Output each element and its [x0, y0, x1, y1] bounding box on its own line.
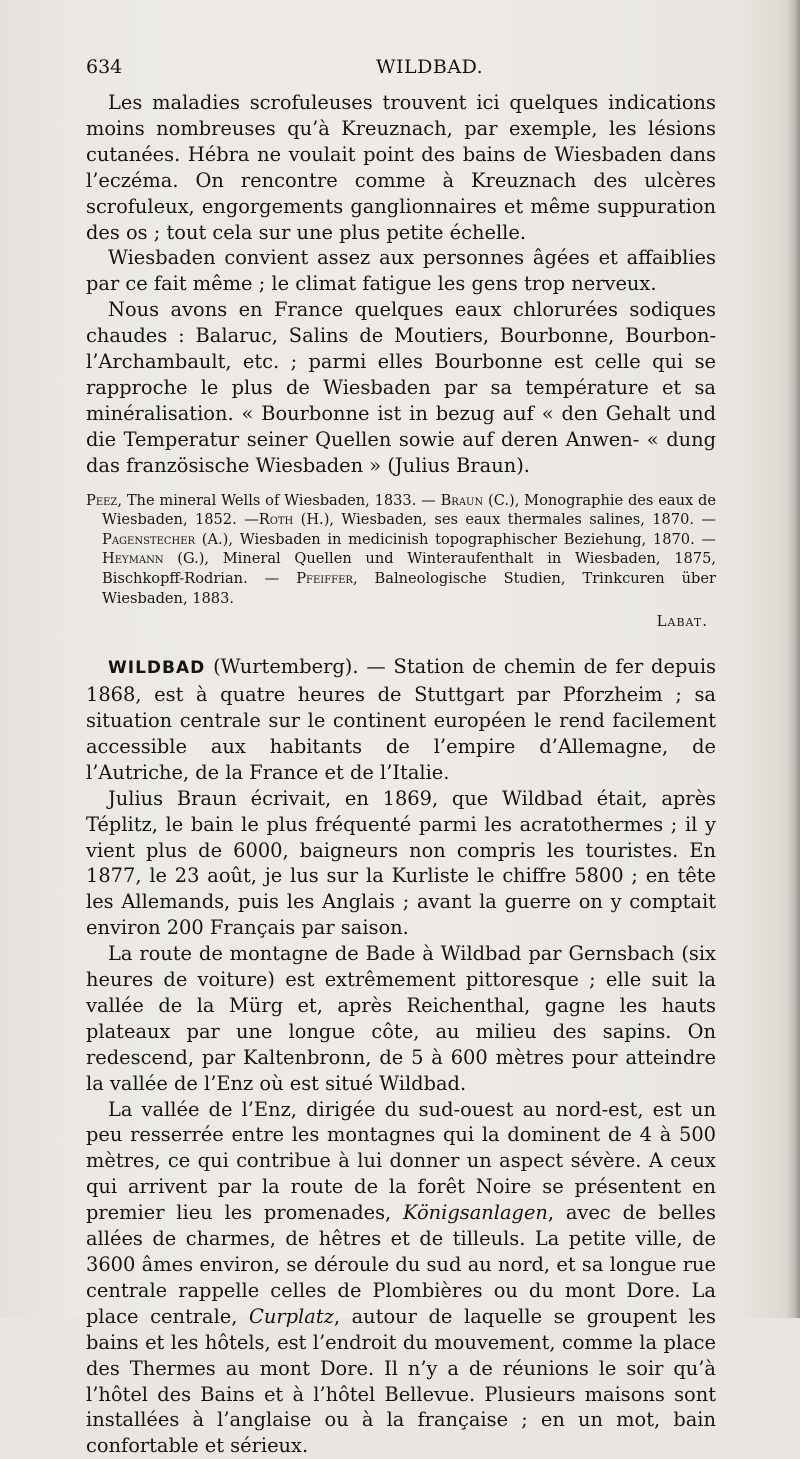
- paragraph: Julius Braun écrivait, en 1869, que Wildbad était, après Téplitz, le bain le plus fréquenté parmi les acratothermes ; il y vient plus de 6000, baigneurs non compris les touristes. En 1877, le 23 août, je lus sur la Kurliste le chiffre 5800 ; en tête les Allemands, puis les Anglais ; avant la guerre on y comptait environ 200 Français par saison.: [86, 786, 716, 940]
- author-name: Peez: [86, 491, 118, 509]
- author-name: Pfeiffer: [296, 569, 353, 587]
- bibliography-text: , Balneologische Studien, Trinkcuren über Wiesbaden, 1883.: [102, 569, 716, 607]
- paragraph-text: , avec de belles allées de charmes, de hêtres et de tilleuls. La petite ville, de 3600 âmes environ, se déroule du sud au nord, et sa longue rue centrale rappelle celles de Plombières ou du mont Dore. La place centrale,: [86, 1201, 716, 1328]
- bibliography-text: (G.), Mineral Quellen und Winteraufenthalt in Wiesbaden, 1875, Bischkopff-Rodrian. —: [102, 550, 716, 587]
- paragraph: Les maladies scrofuleuses trouvent ici quelques indications moins nombreuses qu’à Kreuznach, par exemple, les lésions cutanées. Hébra ne voulait point des bains de Wiesbaden dans l’eczéma. On rencontre comme à Kreuznach des ulcères scrofuleux, engorgements ganglionnaires et même suppuration des os ; tout cela sur une plus petite échelle.: [86, 91, 716, 244]
- page-number: 634: [86, 56, 123, 78]
- bibliography-text: , The mineral Wells of Wiesbaden, 1833. —: [117, 491, 441, 509]
- paragraph: La route de montagne de Bade à Wildbad par Gernsbach (six heures de voiture) est extrêmement pittoresque ; elle suit la vallée de la Mürg et, après Reichenthal, gagne les hauts plateaux par une longue côte, au milieu des sapins. On redescend, par Kaltenbronn, de 5 à 600 mètres pour atteindre la vallée de l’Enz où est situé Wildbad.: [86, 942, 716, 1095]
- author-name: Braun: [440, 491, 484, 509]
- page-header: [86, 56, 716, 82]
- bibliography-text: (C.), Monographie des eaux de Wiesbaden, 1852. —: [102, 491, 716, 529]
- italic-term: Curplatz: [249, 1304, 334, 1328]
- entry-headword: WILDBAD: [108, 658, 206, 679]
- bibliography: [86, 491, 716, 609]
- author-name: Roth: [258, 511, 294, 529]
- paragraph-text: , autour de laquelle se groupent les bains et les hôtels, est l’endroit du mouvement, comme la place des Thermes au mont Dore. Il n’y a de réunions le soir qu’à l’hôtel des Bains et à l’hôtel Bellevue. Plusieurs maisons sont installées à l’anglaise ou à la française ; en un mot, bain confortable et sérieux.: [86, 1304, 716, 1458]
- author-name: Pagenstecher: [102, 530, 196, 548]
- paragraph: [86, 1097, 716, 1459]
- entry-intro: [86, 654, 716, 786]
- article-signature: Labat.: [656, 612, 708, 631]
- bibliography-text: (H.), Wiesbaden, ses eaux thermales salines, 1870. —: [293, 511, 717, 529]
- italic-term: Königsanlagen: [403, 1201, 548, 1225]
- paragraph-text: La vallée de l’Enz, dirigée du sud-ouest au nord-est, est un peu resserrée entre les montagnes qui la dominent de 4 à 500 mètres, ce qui contribue à lui donner un aspect sévère. A ceux qui arrivent par la route de la forêt Noire se présentent en premier lieu les promenades,: [86, 1097, 716, 1225]
- paragraph: Nous avons en France quelques eaux chlorurées sodiques chaudes : Balaruc, Salins de Moutiers, Bourbonne, Bourbon-l’Archambault, etc. ; parmi elles Bourbonne est celle qui se rapproche le plus de Wiesbaden par sa température et sa minéralisation. « Bourbonne ist in bezug auf « den Gehalt und die Temperatur seiner Quellen sowie auf deren Anwen- « dung das französische Wiesbaden » (Julius Braun).: [86, 298, 716, 477]
- section-spacer: [86, 636, 716, 654]
- page-edge-shadow: [786, 0, 800, 1318]
- paragraph: Wiesbaden convient assez aux personnes âgées et affaiblies par ce fait même ; le climat fatigue les gens trop nerveux.: [86, 246, 716, 296]
- running-title: WILDBAD.: [376, 56, 484, 78]
- page-body: [86, 90, 716, 1459]
- bibliography-text: (A.), Wiesbaden in medicinish topographischer Beziehung, 1870. —: [195, 530, 716, 548]
- entry-intro-text: (Wurtemberg). — Station de chemin de fer depuis 1868, est à quatre heures de Stuttgart par Pforzheim ; sa situation centrale sur le continent européen le rend facilement accessible aux habitants de l’empire d’Allemagne, de l’Autriche, de la France et de l’Italie.: [86, 655, 716, 784]
- author-name: Heymann: [102, 550, 164, 568]
